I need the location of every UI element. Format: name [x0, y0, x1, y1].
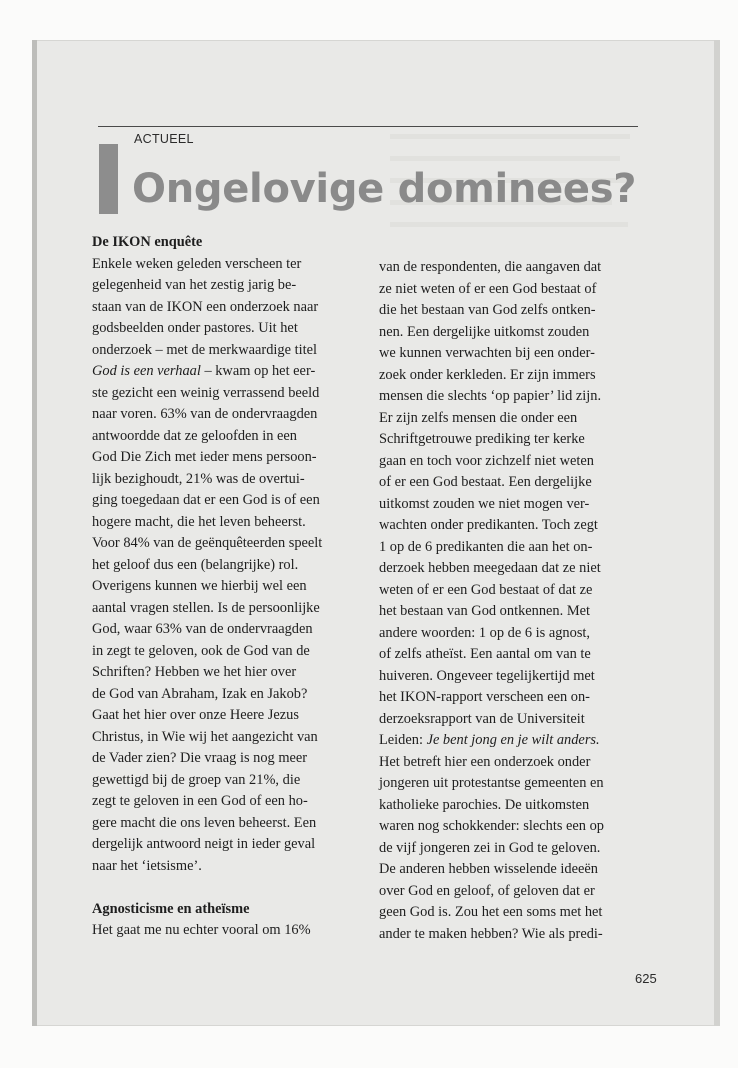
- body-text-line: katholieke parochies. De uitkomsten: [379, 796, 590, 813]
- body-text-line: we kunnen verwachten bij een onder-: [379, 345, 595, 361]
- body-text-line: mensen die slechts ‘op papier’ lid zijn.: [379, 388, 602, 404]
- body-text-line: zegt te geloven in een God of een ho-: [92, 793, 308, 809]
- body-text-line: godsbeelden onder pastores. Uit het: [92, 320, 298, 336]
- body-text-line: derzoeksrapport van de Universiteit: [379, 710, 585, 727]
- body-text-line: aantal vragen stellen. Is de persoonlijke: [92, 599, 320, 616]
- body-text-line: of er een God bestaat. Een dergelijke: [379, 474, 592, 490]
- body-text-line: ste gezicht een weinig verrassend beeld: [92, 384, 320, 401]
- body-text-line: God Die Zich met ieder mens persoon-: [92, 449, 317, 465]
- body-text-line: jongeren uit protestantse gemeenten en: [379, 775, 604, 791]
- body-text-line: andere woorden: 1 op de 6 is agnost,: [379, 624, 591, 641]
- page-binding-edge: [32, 40, 37, 1026]
- body-text-line: dergelijk antwoord neigt in ieder geval: [92, 836, 316, 852]
- page-right-edge: [714, 40, 720, 1026]
- body-text-line: uitkomst zouden we niet mogen ver-: [379, 495, 590, 512]
- body-text-line: gere macht die ons leven beheerst. Een: [92, 814, 317, 831]
- body-text-line: die het bestaan van God zelfs ontken-: [379, 302, 596, 318]
- body-text-line: nen. Een dergelijke uitkomst zouden: [379, 323, 590, 340]
- body-text-line: over God en geloof, of geloven dat er: [379, 882, 595, 899]
- body-text-line: naar voren. 63% van de ondervraagden: [92, 406, 318, 422]
- body-text-line: wachten onder predikanten. Toch zegt: [379, 517, 598, 533]
- body-text-line: gaan en toch voor zichzelf niet weten: [379, 452, 594, 469]
- body-text-line: onderzoek – met de merkwaardige titel: [92, 341, 317, 358]
- body-text-span: Leiden:: [379, 732, 427, 748]
- italic-title-text: God is een verhaal: [92, 363, 201, 379]
- body-text-line: derzoek hebben meegedaan dat ze niet: [379, 560, 601, 576]
- body-text-line: de God van Abraham, Izak en Jakob?: [92, 685, 308, 702]
- body-text-line: Het gaat me nu echter vooral om 16%: [92, 922, 311, 938]
- body-text-line: het bestaan van God ontkennen. Met: [379, 603, 591, 619]
- body-text-line: waren nog schokkender: slechts een op: [379, 818, 604, 834]
- body-text-line: of zelfs atheïst. Een aantal om van te: [379, 646, 591, 662]
- body-text-line: het geloof dus een (belangrijke) rol.: [92, 556, 299, 573]
- body-text-line: het IKON-rapport verscheen een on-: [379, 689, 590, 705]
- body-text-line: de vijf jongeren zei in God te geloven.: [379, 839, 601, 856]
- body-text-line: Enkele weken geleden verscheen ter: [92, 255, 302, 272]
- show-through-mark: [390, 156, 620, 161]
- left-text-column: [92, 232, 360, 942]
- article-headline: Ongelovige dominees?: [132, 166, 637, 212]
- body-text-line: Er zijn zelfs mensen die onder een: [379, 409, 578, 426]
- body-text-line: antwoordde dat ze geloofden in een: [92, 427, 297, 444]
- body-text-line: ze niet weten of er een God bestaat of: [379, 280, 597, 297]
- italic-title-text: Je bent jong en je wilt anders.: [426, 732, 600, 748]
- headline-accent-bar: [99, 144, 118, 214]
- paragraph-gap: [92, 877, 360, 899]
- section-label: ACTUEEL: [134, 132, 194, 146]
- body-text-line: Overigens kunnen we hierbij wel een: [92, 578, 307, 594]
- header-rule: [98, 126, 638, 127]
- body-text-line: staan van de IKON een onderzoek naar: [92, 298, 319, 315]
- body-text-line: hogere macht, die het leven beheerst.: [92, 513, 306, 530]
- body-text-line: Christus, in Wie wij het aangezicht van: [92, 728, 318, 745]
- body-text-line: ging toegedaan dat er een God is of een: [92, 492, 320, 508]
- show-through-mark: [390, 222, 628, 227]
- body-text-line: Voor 84% van de geënquêteerden speelt: [92, 535, 323, 551]
- body-text-line: Schriften? Hebben we het hier over: [92, 664, 297, 680]
- body-text-line: 1 op de 6 predikanten die aan het on-: [379, 538, 593, 555]
- section-subheading: De IKON enquête: [92, 234, 203, 250]
- body-text-line: zoek onder kerkleden. Er zijn immers: [379, 366, 596, 383]
- body-text-line: [379, 730, 647, 752]
- body-text-line: naar het ‘ietsisme’.: [92, 857, 202, 874]
- page-number: 625: [635, 971, 657, 986]
- body-text-span: – kwam op het eer-: [200, 363, 316, 379]
- body-text-line: ander te maken hebben? Wie als predi-: [379, 925, 603, 942]
- section-subheading: Agnosticisme en atheïsme: [92, 900, 250, 917]
- right-text-column: [379, 257, 647, 945]
- body-text-line: Het betreft hier een onderzoek onder: [379, 753, 591, 770]
- body-text-line: geen God is. Zou het een soms met het: [379, 904, 603, 920]
- body-text-line: huiveren. Ongeveer tegelijkertijd met: [379, 667, 595, 684]
- body-text-line: gewettigd bij de groep van 21%, die: [92, 771, 301, 788]
- body-text-line: De anderen hebben wisselende ideeën: [379, 861, 598, 877]
- body-text-line: van de respondenten, die aangaven dat: [379, 259, 602, 275]
- body-text-line: in zegt te geloven, ook de God van de: [92, 642, 310, 659]
- body-text-line: [92, 361, 360, 383]
- body-text-line: Schriftgetrouwe prediking ter kerke: [379, 431, 585, 447]
- show-through-mark: [390, 134, 630, 139]
- body-text-line: Gaat het hier over onze Heere Jezus: [92, 707, 299, 723]
- body-text-line: lijk bezighoudt, 21% was de overtui-: [92, 470, 305, 487]
- body-text-line: de Vader zien? Die vraag is nog meer: [92, 750, 308, 766]
- body-text-line: God, waar 63% van de ondervraagden: [92, 621, 313, 637]
- body-text-line: weten of er een God bestaat of dat ze: [379, 581, 593, 598]
- body-text-line: gelegenheid van het zestig jarig be-: [92, 277, 297, 293]
